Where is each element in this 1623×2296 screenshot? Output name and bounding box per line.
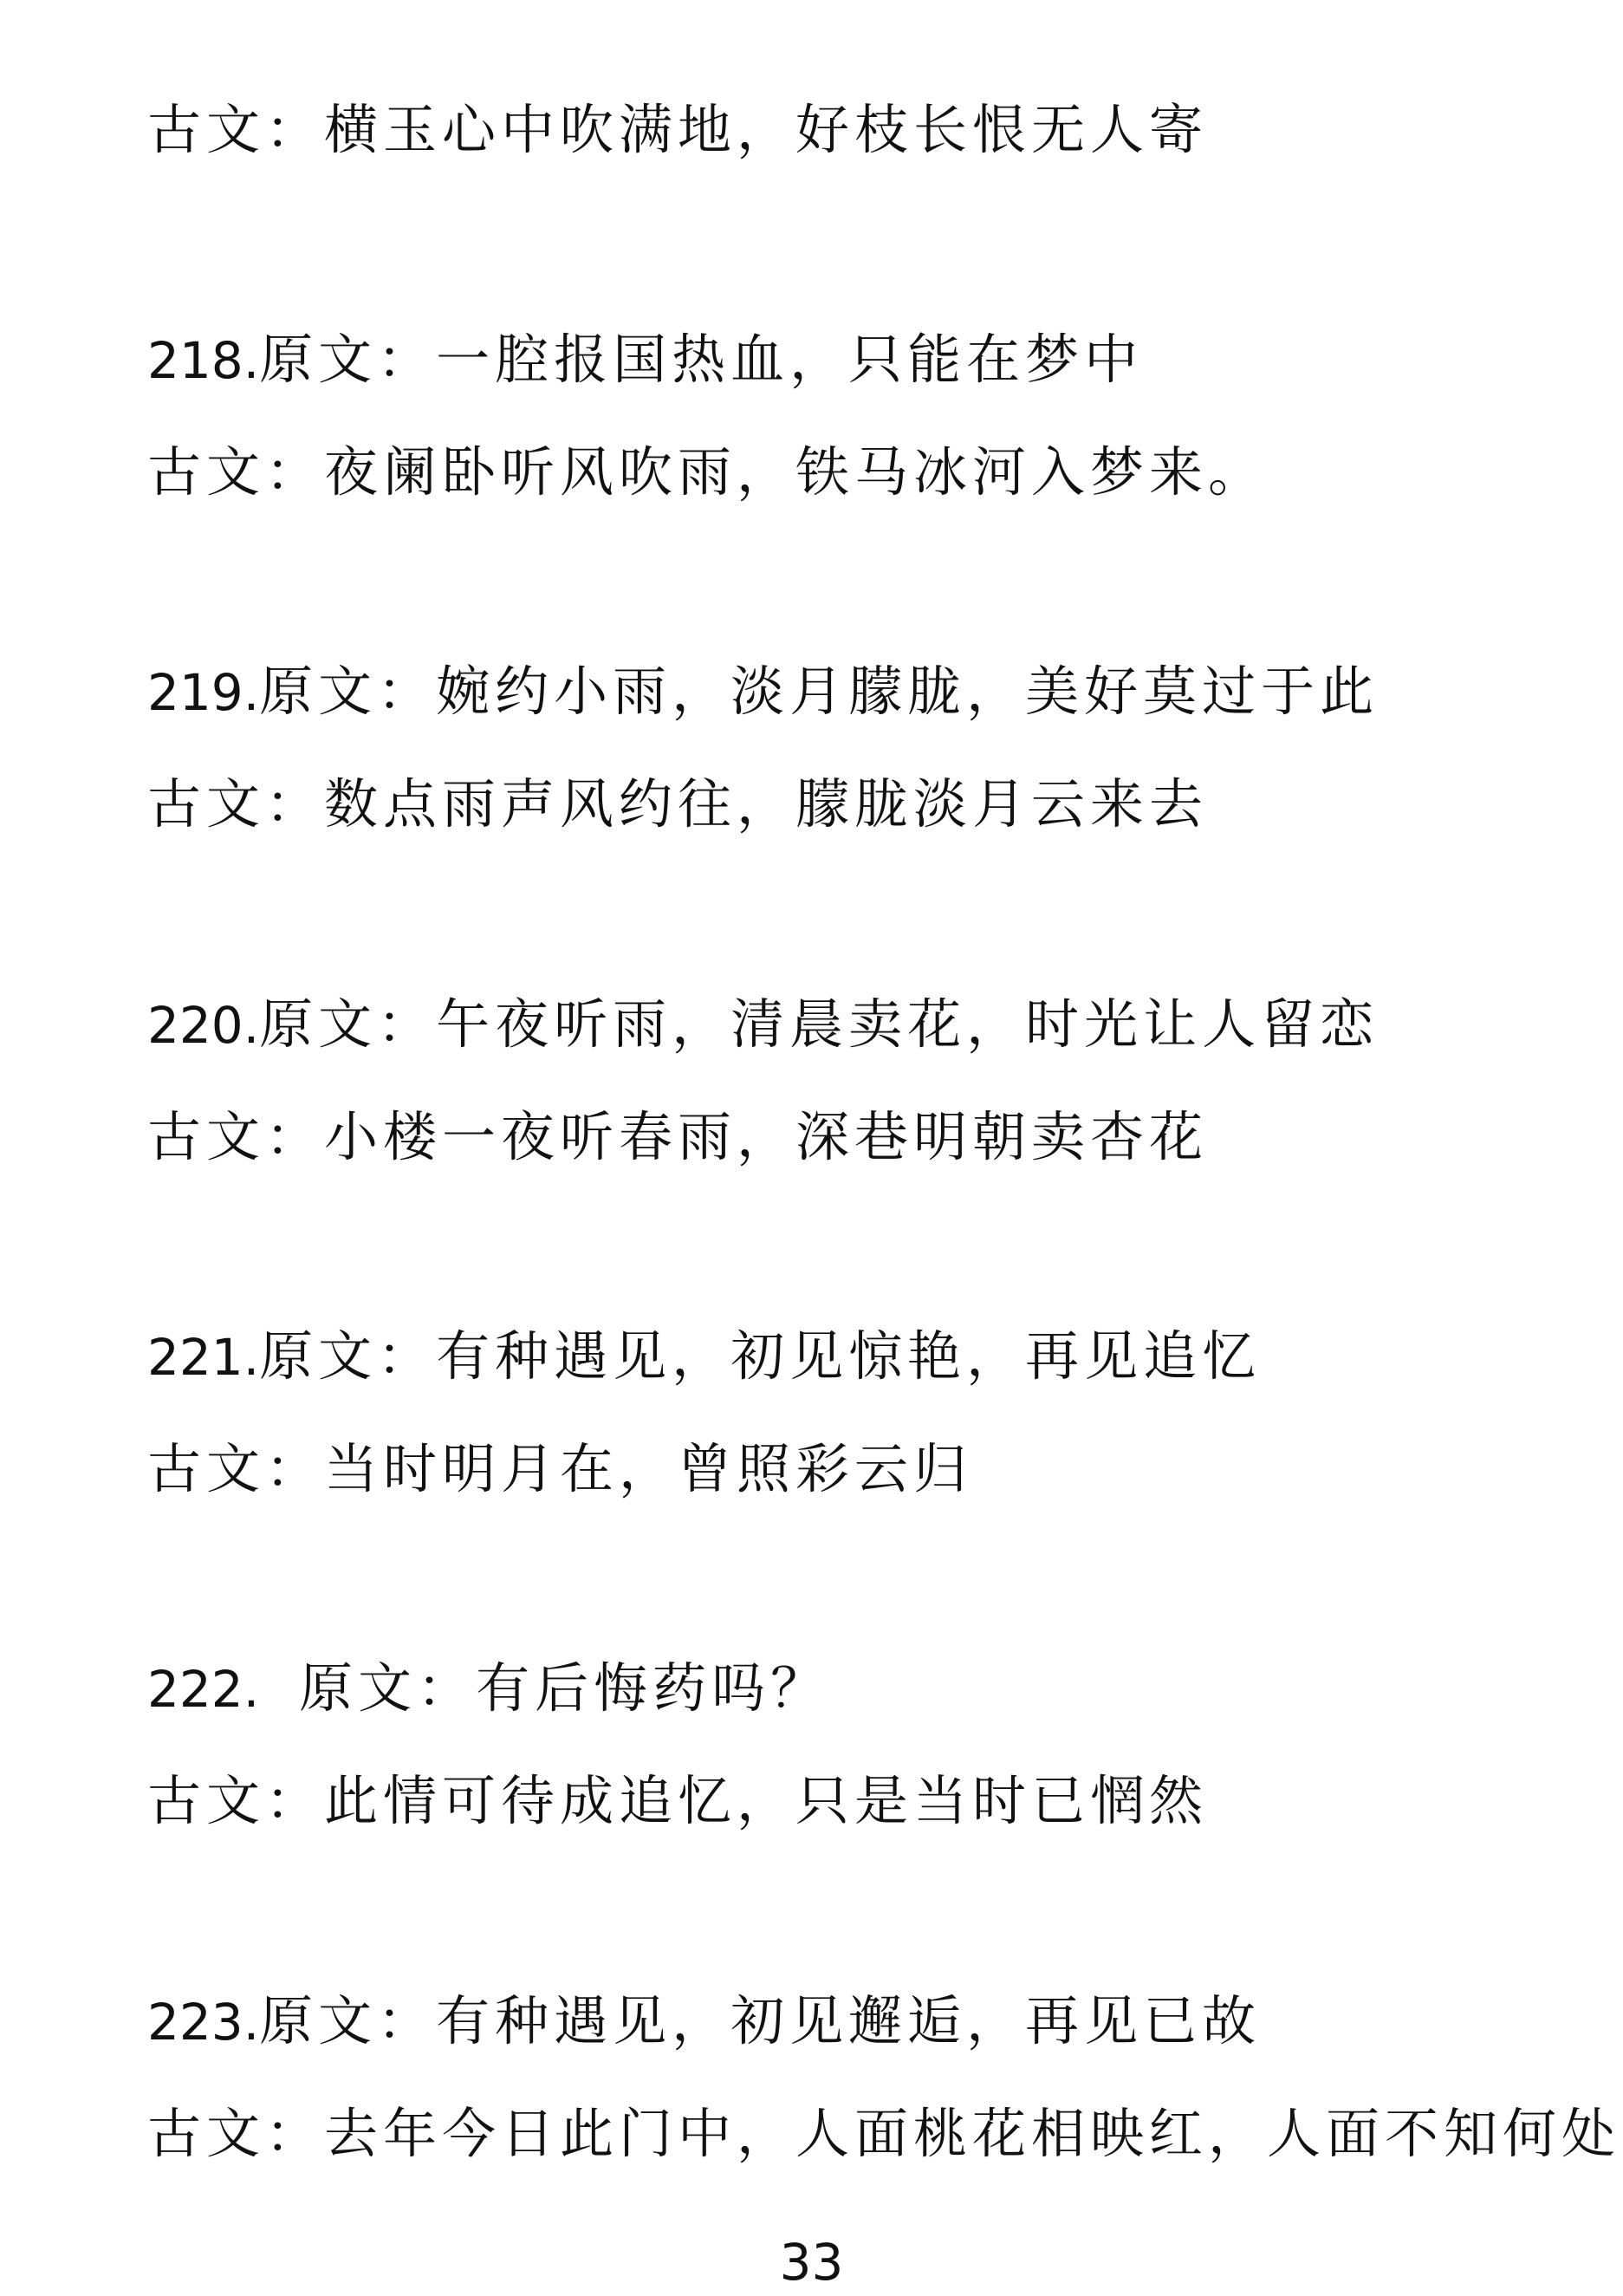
entry-222-ancient: 古文：此情可待成追忆，只是当时已惘然 bbox=[147, 1769, 1209, 1832]
entry-218-original bbox=[147, 325, 1143, 395]
entry-220-ancient: 古文：小楼一夜听春雨，深巷明朝卖杏花 bbox=[147, 1105, 1209, 1168]
entry-222-original bbox=[147, 1654, 829, 1724]
original-text: 原文：有后悔药吗？ bbox=[299, 1656, 830, 1720]
entry-219-original bbox=[147, 657, 1379, 727]
original-text: 原文：有种遇见，初见惊艳，再见追忆 bbox=[259, 1324, 1262, 1388]
entry-number: 218. bbox=[147, 331, 260, 390]
original-text: 原文：有种遇见，初见邂逅，再见已故 bbox=[259, 1989, 1262, 2052]
entry-number: 222. bbox=[147, 1660, 260, 1719]
original-text: 原文：婉约小雨，淡月朦胧，美好莫过于此 bbox=[259, 660, 1380, 723]
entry-223-ancient: 古文：去年今日此门中，人面桃花相映红，人面不知何处 bbox=[147, 2102, 1621, 2165]
entry-number: 221. bbox=[147, 1328, 260, 1387]
entry-number: 219. bbox=[147, 663, 260, 722]
entry-219-ancient: 古文：数点雨声风约往，朦胧淡月云来去 bbox=[147, 772, 1209, 836]
entry-number: 223. bbox=[147, 1993, 260, 2052]
entry-221-original bbox=[147, 1322, 1261, 1392]
entry-220-original bbox=[147, 990, 1379, 1060]
entry-218-ancient: 古文：夜阑卧听风吹雨，铁马冰河入梦来。 bbox=[147, 440, 1268, 504]
entry-number: 220. bbox=[147, 996, 260, 1055]
original-text: 原文：一腔报国热血，只能在梦中 bbox=[259, 328, 1144, 391]
original-text: 原文：午夜听雨，清晨卖花，时光让人留恋 bbox=[259, 992, 1380, 1056]
entry-217-ancient: 古文：横玉心中吹满地，好枝长恨无人寄 bbox=[147, 98, 1209, 161]
entry-221-ancient: 古文：当时明月在，曾照彩云归 bbox=[147, 1437, 973, 1500]
page-number: 33 bbox=[779, 2233, 844, 2292]
entry-223-original bbox=[147, 1987, 1261, 2057]
